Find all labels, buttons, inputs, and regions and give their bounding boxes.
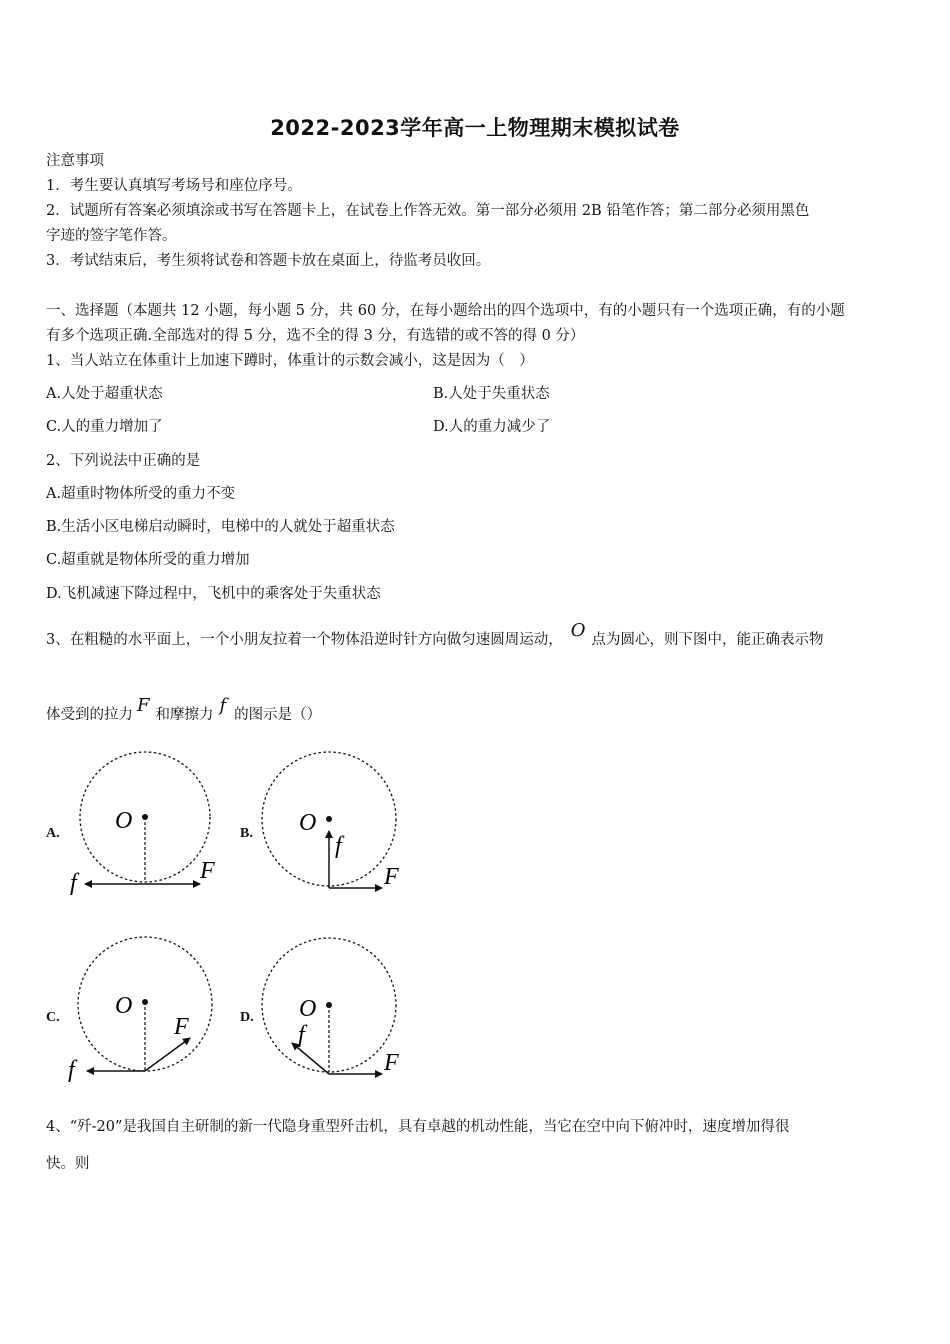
diagram-c[interactable] [60, 930, 230, 1090]
question-2-option-d[interactable]: D.飞机减速下降过程中，飞机中的乘客处于失重状态 [46, 586, 381, 602]
question-2-stem: 2、下列说法中正确的是 [46, 453, 201, 469]
question-1-option-c[interactable]: C.人的重力增加了 [46, 419, 163, 435]
pull-force-symbol: F [137, 695, 150, 716]
diagram-d-friction-label: f [298, 1022, 305, 1048]
question-3-stem-part1: 3、在粗糙的水平面上，一个小朋友拉着一个物体沿逆时针方向做匀速圆周运动， [46, 632, 563, 648]
notice-item-2-cont: 字迹的签字笔作答。 [46, 228, 177, 244]
diagram-b-friction-label: f [335, 833, 342, 859]
friction-symbol: f [219, 695, 227, 716]
section-instructions: 一、选择题（本题共 12 小题，每小题 5 分，共 60 分，在每小题给出的四个选项中，有的小题只有一个选项正确，有的小题 [46, 303, 845, 319]
diagram-b[interactable] [250, 745, 420, 905]
question-1-option-d[interactable]: D.人的重力减少了 [433, 419, 551, 435]
question-1-option-a[interactable]: A.人处于超重状态 [46, 386, 163, 402]
diagram-a[interactable] [60, 745, 230, 905]
question-1-option-b[interactable]: B.人处于失重状态 [433, 386, 550, 402]
page-title: 2022-2023学年高一上物理期末模拟试卷 [270, 116, 680, 140]
diagram-a-pull-label: F [200, 858, 215, 884]
diagram-d-pull-label: F [384, 1050, 399, 1076]
question-1-stem: 1、当人站立在体重计上加速下蹲时，体重计的示数会减小，这是因为（ ） [46, 353, 534, 369]
diagram-b-center-label: O [299, 810, 317, 836]
question-3-stem-part4: 和摩擦力 [155, 707, 214, 723]
diagram-a-friction-label: f [70, 870, 77, 896]
notice-item-2: 2．试题所有答案必须填涂或书写在答题卡上，在试卷上作答无效。第一部分必须用 2B 铅笔作答；第二部分必须用黑色 [46, 203, 810, 219]
diagram-a-center-label: O [115, 808, 133, 834]
diagram-d-label[interactable]: D. [240, 1010, 254, 1025]
diagram-c-friction-label: f [68, 1057, 75, 1083]
diagram-a-label[interactable]: A. [46, 826, 60, 841]
section-instructions-cont: 有多个选项正确.全部选对的得 5 分，选不全的得 3 分，有选错的或不答的得 0 分） [46, 328, 585, 344]
notice-heading: 注意事项 [46, 153, 104, 169]
question-3-stem-cont [46, 695, 908, 726]
question-3-stem-part5: 的图示是（） [234, 707, 322, 723]
diagram-c-pull-label: F [174, 1014, 189, 1040]
question-3-stem [46, 620, 908, 651]
center-symbol: O [570, 620, 586, 641]
diagram-d-center-label: O [299, 996, 317, 1022]
diagram-d[interactable] [250, 930, 420, 1090]
diagram-c-center-label: O [115, 993, 133, 1019]
notice-item-1: 1．考生要认真填写考场号和座位序号。 [46, 178, 302, 194]
notice-item-3: 3．考试结束后，考生须将试卷和答题卡放在桌面上，待监考员收回。 [46, 253, 491, 269]
question-3-stem-part3: 体受到的拉力 [46, 707, 133, 723]
diagram-b-center-dot [326, 816, 332, 822]
question-2-option-b[interactable]: B.生活小区电梯启动瞬时，电梯中的人就处于超重状态 [46, 519, 395, 535]
diagram-c-label[interactable]: C. [46, 1010, 60, 1025]
question-2-option-a[interactable]: A.超重时物体所受的重力不变 [46, 486, 236, 502]
question-4-stem-cont: 快。则 [46, 1156, 90, 1172]
question-4-stem: 4、“歼-20”是我国自主研制的新一代隐身重型歼击机，具有卓越的机动性能，当它在空中向下俯冲时，速度增加得很 [46, 1119, 790, 1135]
diagram-b-label[interactable]: B. [240, 826, 253, 841]
diagram-c-pull-arrow [145, 1038, 190, 1071]
question-3-stem-part2: 点为圆心，则下图中，能正确表示物 [591, 632, 824, 648]
question-2-option-c[interactable]: C.超重就是物体所受的重力增加 [46, 552, 250, 568]
diagram-b-pull-label: F [384, 864, 399, 890]
